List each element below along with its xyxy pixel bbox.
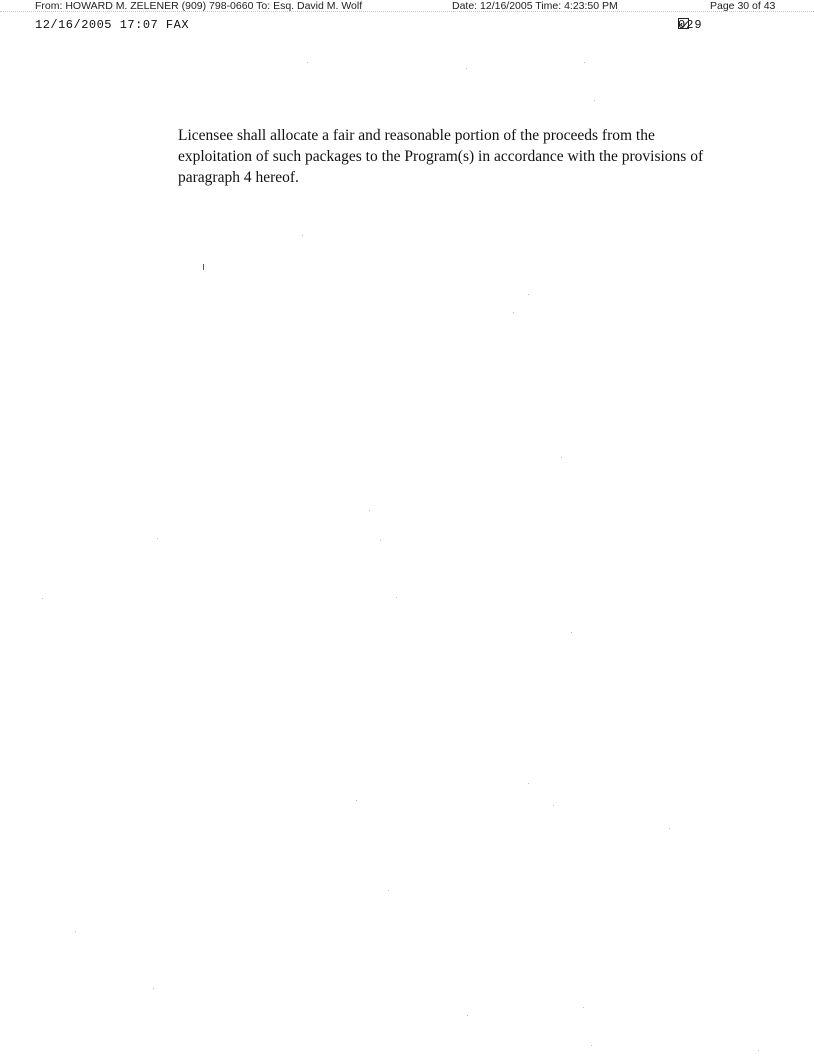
- scan-speck: [466, 68, 467, 69]
- fax-transmission-datetime: 12/16/2005 17:07 FAX: [35, 18, 190, 32]
- scan-speck: [561, 457, 562, 458]
- scan-mark: [203, 264, 204, 270]
- scan-speck: [584, 62, 585, 63]
- scan-speck: [356, 800, 357, 801]
- fax-checkbox-icon: [678, 18, 689, 29]
- scan-speck: [388, 890, 389, 891]
- scan-speck: [157, 538, 158, 539]
- scan-speck: [307, 62, 308, 63]
- scan-speck: [528, 783, 529, 784]
- scan-speck: [669, 828, 670, 829]
- scan-speck: [380, 540, 381, 541]
- fax-date-time: Date: 12/16/2005 Time: 4:23:50 PM: [452, 0, 618, 12]
- document-body: [178, 125, 708, 188]
- scan-speck: [528, 294, 529, 295]
- scan-speck: [513, 312, 514, 313]
- scan-speck: [583, 1007, 584, 1008]
- scan-speck: [42, 598, 43, 599]
- scan-speck: [75, 931, 76, 932]
- scan-speck: [571, 632, 572, 633]
- scan-speck: [594, 100, 595, 101]
- scan-speck: [396, 597, 397, 598]
- scan-speck: [467, 1015, 468, 1016]
- header-divider: [0, 11, 814, 12]
- scan-speck: [591, 1045, 592, 1046]
- scan-speck: [369, 510, 370, 511]
- scan-speck: [553, 805, 554, 806]
- scan-speck: [302, 235, 303, 236]
- scan-speck: [758, 1050, 759, 1051]
- fax-page-number-group: [678, 18, 703, 32]
- body-paragraph: Licensee shall allocate a fair and reasonable portion of the proceeds from the exploitation of such packages to the Program(s) in accordance with the provisions of paragraph 4 hereof.: [178, 127, 704, 186]
- fax-page-count: Page 30 of 43: [710, 0, 776, 12]
- fax-page-number: 029: [678, 18, 703, 32]
- fax-transmission-line: [0, 18, 814, 32]
- scan-speck: [153, 988, 154, 989]
- fax-from-to: From: HOWARD M. ZELENER (909) 798-0660 To: Esq. David M. Wolf: [35, 0, 363, 12]
